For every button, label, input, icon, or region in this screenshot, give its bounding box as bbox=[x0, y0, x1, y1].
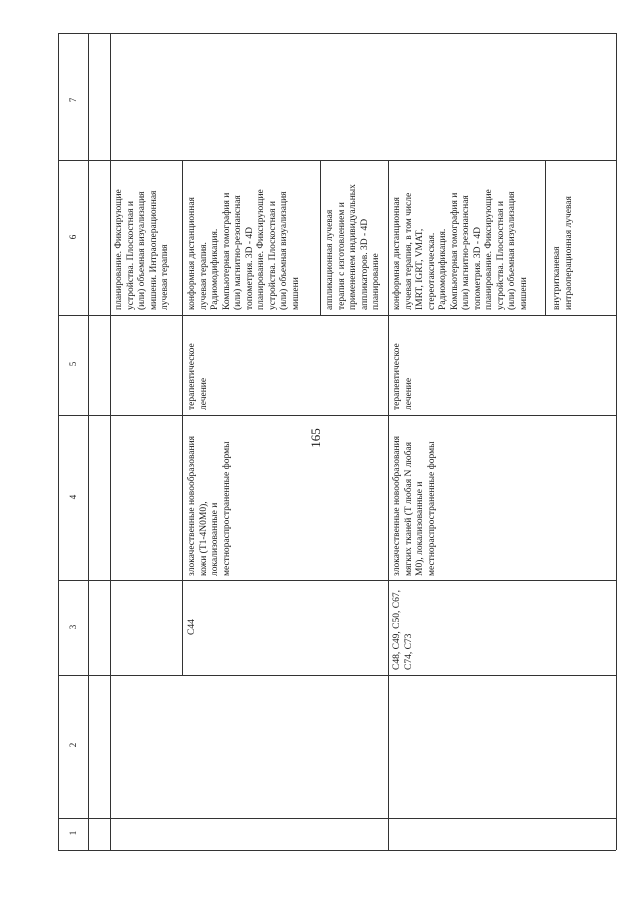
page-number: 165 bbox=[307, 428, 323, 448]
row5-method: внутритканевая интраоперационная лучевая bbox=[552, 196, 574, 310]
table-border-bottom bbox=[58, 850, 616, 851]
table-border-top bbox=[58, 33, 616, 34]
row-sep-3 bbox=[320, 160, 321, 315]
row-sep-1 bbox=[110, 33, 111, 850]
col-header-1: 1 bbox=[68, 830, 78, 836]
table-border-left bbox=[58, 33, 59, 850]
row4-code: C48, C49, C50, C67, C74, C73 bbox=[392, 590, 414, 670]
row4-treatment: терапевтическое лечение bbox=[392, 343, 414, 410]
row4-diagnosis: злокачественные новообразования мягких тканей (T любая N любая M0), локализованные и местнораспространенные формы bbox=[392, 435, 437, 576]
header-divider bbox=[88, 33, 89, 850]
col-sep-6-7 bbox=[58, 160, 616, 161]
row2-treatment: терапевтическое лечение bbox=[187, 343, 209, 410]
row-sep-4 bbox=[388, 160, 389, 850]
col-header-5: 5 bbox=[68, 361, 78, 367]
col-header-3: 3 bbox=[68, 624, 78, 630]
col-header-4: 4 bbox=[68, 494, 78, 500]
row4-method: конформная дистанционная лучевая терапия, в том числе IMRT, IGRT, VMAT, стереотаксическая. Радиомодификация. Компьютерная томография и (или) магнитно-резонансная топометрия. 3D - 4D планирование. Фиксирующие устройства. Плоскостная и (или) объемная визуализация мишени bbox=[392, 189, 529, 310]
row3-method: аппликационная лучевая терапия с изготовлением и применением индивидуальных аппликаторов. 3D - 4D планирование bbox=[325, 184, 381, 310]
row1-method: планирование. Фиксирующие устройства. Плоскостная и (или) объемная визуализация мишени. Интраоперационная лучевая терапия bbox=[114, 189, 170, 310]
row-sep-5 bbox=[545, 160, 546, 315]
col-sep-2-3 bbox=[58, 675, 616, 676]
row2-code: C44 bbox=[187, 619, 197, 635]
col-sep-1-2 bbox=[58, 818, 616, 819]
col-header-6: 6 bbox=[68, 234, 78, 240]
col-sep-4-5 bbox=[58, 415, 616, 416]
col-sep-5-6 bbox=[58, 315, 616, 316]
row2-diagnosis: злокачественные новообразования кожи (T1-4N0M0), локализованные и местнораспространенные формы bbox=[187, 435, 232, 576]
col-sep-3-4 bbox=[58, 580, 616, 581]
col-header-2: 2 bbox=[68, 742, 78, 748]
table-border-right bbox=[616, 33, 617, 850]
row2-method: конформная дистанционная лучевая терапия. Радиомодификация. Компьютерная томография и (или) магнитно-резонансная топометрия. 3D - 4D планирование. Фиксирующие устройства. Плоскостная и (или) объемная визуализация мишени bbox=[187, 189, 301, 310]
row-sep-2 bbox=[182, 160, 183, 675]
col-header-7: 7 bbox=[68, 97, 78, 103]
